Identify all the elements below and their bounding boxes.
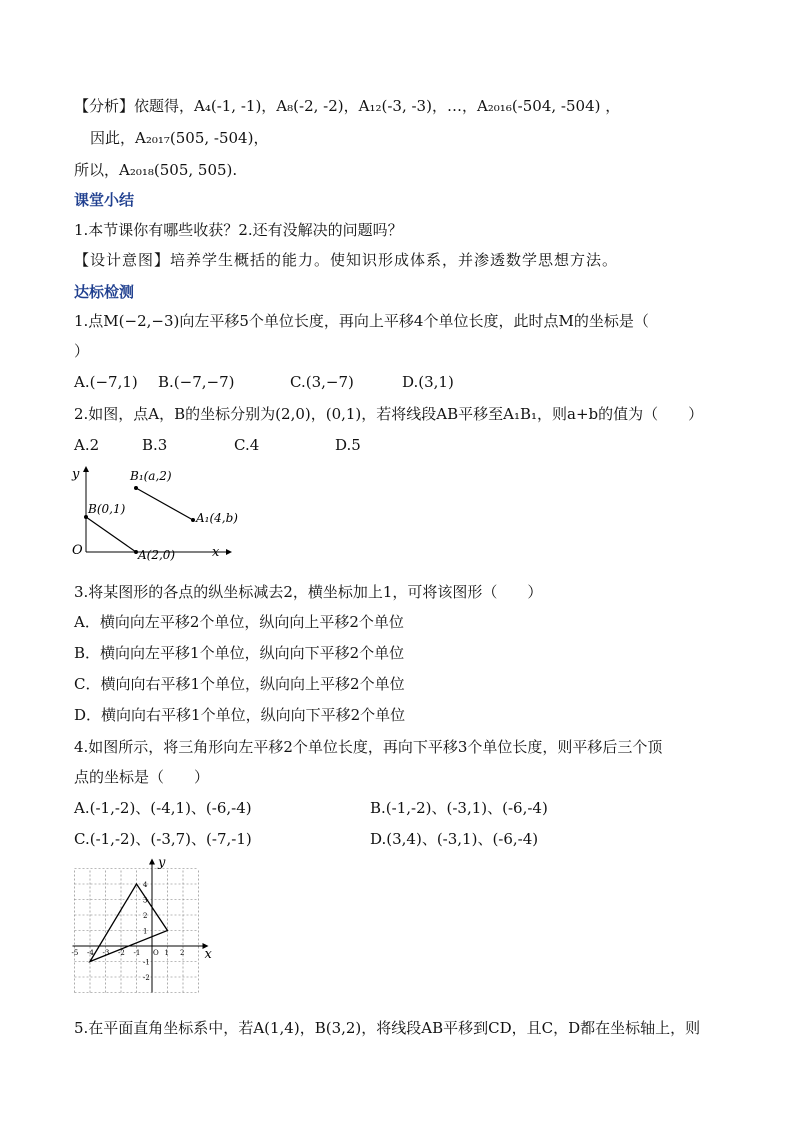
q3-option-d: D．横向向右平移1个单位，纵向向下平移2个单位 bbox=[74, 706, 406, 724]
q4-y-tick-label: 2 bbox=[143, 912, 148, 920]
segment-ab bbox=[86, 517, 136, 552]
q4-y-tick-label: 3 bbox=[143, 896, 148, 905]
q3-option-b: B．横向向左平移1个单位，纵向向下平移2个单位 bbox=[74, 644, 405, 662]
q4-figure bbox=[70, 855, 212, 1000]
q4-y-tick-label: -2 bbox=[143, 974, 150, 982]
segment-a1b1 bbox=[136, 488, 193, 520]
q4-x-tick-label: -3 bbox=[102, 949, 110, 957]
q4-y-arrow bbox=[149, 859, 155, 865]
q1-stem: 1.点M(−2,−3)向左平移5个单位长度，再向上平移4个单位长度，此时点M的坐标是（ bbox=[74, 312, 649, 330]
q4-option-c: C.(-1,-2)、(-3,7)、(-7,-1) bbox=[74, 830, 252, 848]
q4-y-tick-label: 1 bbox=[143, 927, 148, 936]
q2-origin-label: O bbox=[72, 543, 83, 558]
q3-option-c: C．横向向右平移1个单位，纵向向上平移2个单位 bbox=[74, 675, 405, 693]
point-a1-label: A₁(4,b) bbox=[196, 511, 238, 525]
q2-figure bbox=[66, 462, 236, 562]
analysis-line-1: 【分析】依题得，A₄(-1, -1)，A₈(-2, -2)，A₁₂(-3, -3)，…，A₂₀₁₆(-504, -504) ， bbox=[74, 97, 621, 115]
q2-option-c: C.4 bbox=[234, 436, 260, 454]
q4-stem-line1: 4.如图所示，将三角形向左平移2个单位长度，再向下平移3个单位长度，则平移后三个顶 bbox=[74, 738, 663, 756]
q1-option-d: D.(3,1) bbox=[402, 373, 454, 391]
point-a-label: A(2,0) bbox=[138, 548, 176, 562]
q5-stem: 5.在平面直角坐标系中，若A(1,4)，B(3,2)，将线段AB平移到CD，且C，D都在坐标轴上，则 bbox=[74, 1019, 701, 1037]
q2-option-a: A.2 bbox=[74, 436, 100, 454]
q3-stem: 3.将某图形的各点的纵坐标减去2，横坐标加上1，可将该图形（ ） bbox=[74, 583, 543, 601]
analysis-line-3: 所以，A₂₀₁₈(505, 505). bbox=[74, 161, 238, 179]
q4-x-tick-label: -2 bbox=[118, 949, 125, 957]
q1-stem-end: ） bbox=[74, 342, 90, 360]
q4-x-tick-label: 1 bbox=[164, 949, 169, 957]
q4-x-label: x bbox=[204, 947, 212, 962]
q1-option-b: B.(−7,−7) bbox=[158, 373, 235, 391]
q1-option-c: C.(3,−7) bbox=[290, 373, 354, 391]
q4-x-tick-label: -4 bbox=[87, 949, 94, 957]
q2-y-label: y bbox=[72, 467, 80, 482]
q4-option-b: B.(-1,-2)、(-3,1)、(-6,-4) bbox=[370, 799, 548, 817]
q4-x-tick-label: -5 bbox=[71, 949, 79, 957]
q4-x-tick-label: 2 bbox=[180, 949, 185, 957]
q3-option-a: A．横向向左平移2个单位，纵向向上平移2个单位 bbox=[74, 613, 404, 631]
q2-stem: 2.如图，点A，B的坐标分别为(2,0)，(0,1)，若将线段AB平移至A₁B₁，则a+b的值为（ ） bbox=[74, 405, 704, 423]
analysis-line-2: 因此，A₂₀₁₇(505, -504)， bbox=[90, 129, 269, 147]
summary-heading: 课堂小结 bbox=[74, 191, 135, 209]
q4-y-label: y bbox=[158, 855, 166, 871]
q4-stem-line2: 点的坐标是（ ） bbox=[74, 768, 210, 786]
point-b1-label: B₁(a,2) bbox=[130, 469, 172, 483]
test-heading: 达标检测 bbox=[74, 283, 135, 301]
q4-y-tick-label: -1 bbox=[143, 958, 150, 967]
q2-option-d: D.5 bbox=[335, 436, 361, 454]
q2-option-b: B.3 bbox=[142, 436, 168, 454]
q4-x-tick-label: O bbox=[153, 949, 159, 957]
q4-x-tick-label: -1 bbox=[133, 949, 141, 957]
q1-option-a: A.(−7,1) bbox=[74, 373, 138, 391]
q4-y-tick-label: 4 bbox=[143, 881, 148, 889]
q2-x-label: x bbox=[212, 545, 220, 560]
q4-option-d: D.(3,4)、(-3,1)、(-6,-4) bbox=[370, 830, 539, 848]
point-b-label: B(0,1) bbox=[88, 502, 126, 516]
q4-option-a: A.(-1,-2)、(-4,1)、(-6,-4) bbox=[74, 799, 252, 817]
design-intent: 【设计意图】培养学生概括的能力。使知识形成体系，并渗透数学思想方法。 bbox=[74, 251, 619, 269]
summary-question: 1.本节课你有哪些收获？2.还有没解决的问题吗？ bbox=[74, 221, 403, 239]
